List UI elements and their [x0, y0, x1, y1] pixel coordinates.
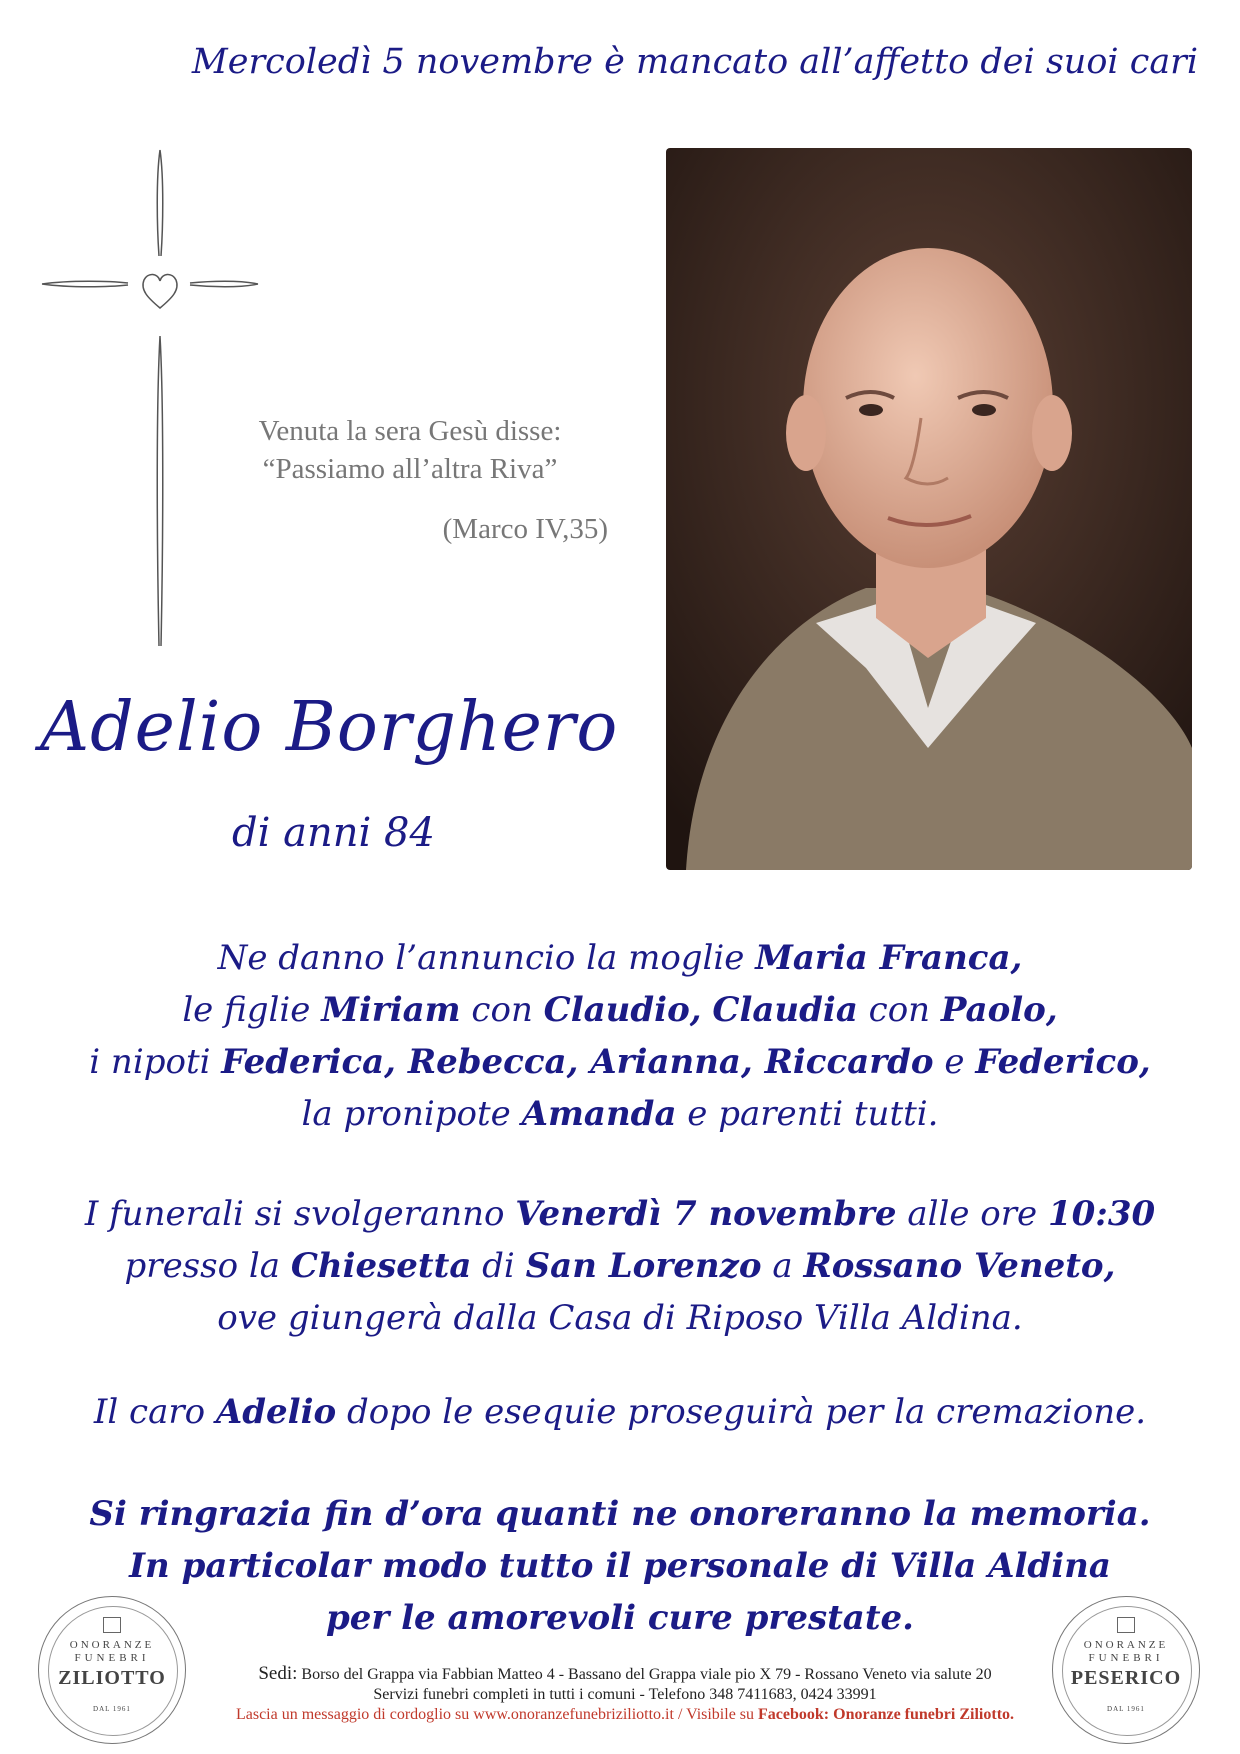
family-text: e — [933, 1042, 976, 1082]
family-announcement — [40, 932, 1200, 1140]
thanks-line: per le amorevoli cure prestate. — [325, 1598, 915, 1638]
family-text: le figlie — [182, 990, 322, 1030]
bible-quote — [200, 412, 620, 548]
family-name: Claudio, — [543, 990, 702, 1030]
funeral-text: ove giungerà dalla Casa di Riposo Villa Aldina. — [217, 1298, 1023, 1338]
family-name: Maria Franca, — [755, 938, 1023, 978]
funeral-date: Venerdì 7 novembre — [515, 1194, 897, 1234]
thanks-line: In particolar modo tutto il personale di Villa Aldina — [129, 1546, 1111, 1586]
funeral-place: Chiesetta — [290, 1246, 472, 1286]
funeral-place: Rossano Veneto, — [803, 1246, 1116, 1286]
family-name: Paolo, — [940, 990, 1058, 1030]
funeral-place: San Lorenzo — [525, 1246, 762, 1286]
quote-line-1: Venuta la sera Gesù disse: — [258, 415, 562, 447]
family-name: Claudia — [712, 990, 858, 1030]
funeral-text: di — [471, 1246, 526, 1286]
footer-info — [170, 1664, 1080, 1725]
sedi-addresses: Borso del Grappa via Fabbian Matteo 4 - Bassano del Grappa viale pio X 79 - Rossano Veneto via salute 20 — [297, 1666, 992, 1683]
facebook-link[interactable]: Facebook: Onoranze funebri Ziliotto. — [758, 1706, 1015, 1723]
logo-label: ONORANZE — [1083, 1639, 1169, 1651]
condolence-link-text[interactable]: Lascia un messaggio di cordoglio su www.onoranzefunebriziliotto.it / Visibile su — [235, 1706, 759, 1723]
book-icon — [103, 1617, 121, 1633]
quote-line-2: “Passiamo all’altra Riva” — [262, 453, 558, 485]
logo-since: DAL 1961 — [93, 1705, 131, 1713]
logo-label: FUNEBRI — [1088, 1652, 1164, 1664]
funeral-text: I funerali si svolgeranno — [84, 1194, 516, 1234]
logo-brand: ZILIOTTO — [58, 1667, 166, 1689]
services-contact: Servizi funebri completi in tutti i comuni - Telefono 348 7411683, 0424 33991 — [373, 1686, 877, 1703]
quote-reference: (Marco IV,35) — [442, 513, 608, 545]
funeral-time: 10:30 — [1047, 1194, 1156, 1234]
family-name: Federica, Rebecca, Arianna, Riccardo — [221, 1042, 934, 1082]
logo-label: ONORANZE — [69, 1639, 155, 1651]
funeral-text: presso la — [124, 1246, 291, 1286]
cremation-text: Il caro — [93, 1392, 216, 1432]
family-text: la pronipote — [301, 1094, 522, 1134]
deceased-age: di anni 84 — [232, 810, 435, 856]
logo-label: FUNEBRI — [74, 1652, 150, 1664]
family-text — [702, 990, 713, 1030]
thanks-message — [40, 1488, 1200, 1644]
funeral-text: a — [761, 1246, 804, 1286]
cremation-text: dopo le esequie proseguirà per la cremazione. — [336, 1392, 1147, 1432]
cremation-name: Adelio — [215, 1392, 337, 1432]
family-text: i nipoti — [89, 1042, 222, 1082]
logo-since: DAL 1961 — [1107, 1705, 1145, 1713]
announcement-heading: Mercoledì 5 novembre è mancato all’affetto dei suoi cari — [191, 42, 1199, 82]
deceased-portrait-photo — [666, 148, 1192, 870]
ziliotto-logo — [38, 1596, 186, 1744]
funeral-text: alle ore — [896, 1194, 1048, 1234]
family-name: Amanda — [521, 1094, 677, 1134]
family-text: e parenti tutti. — [676, 1094, 939, 1134]
cremation-note — [40, 1386, 1200, 1438]
logo-brand: PESERICO — [1070, 1667, 1182, 1689]
family-text: Ne danno l’annuncio la moglie — [217, 938, 756, 978]
book-icon — [1117, 1617, 1135, 1633]
family-name: Miriam — [321, 990, 461, 1030]
thanks-line: Si ringrazia fin d’ora quanti ne onoreranno la memoria. — [89, 1494, 1151, 1534]
sedi-label: Sedi: — [258, 1663, 298, 1684]
cross-heart-icon — [40, 148, 260, 648]
deceased-name: Adelio Borghero — [40, 688, 619, 767]
funeral-details — [40, 1188, 1200, 1344]
family-text: con — [460, 990, 544, 1030]
family-text: con — [857, 990, 941, 1030]
family-name: Federico, — [975, 1042, 1151, 1082]
